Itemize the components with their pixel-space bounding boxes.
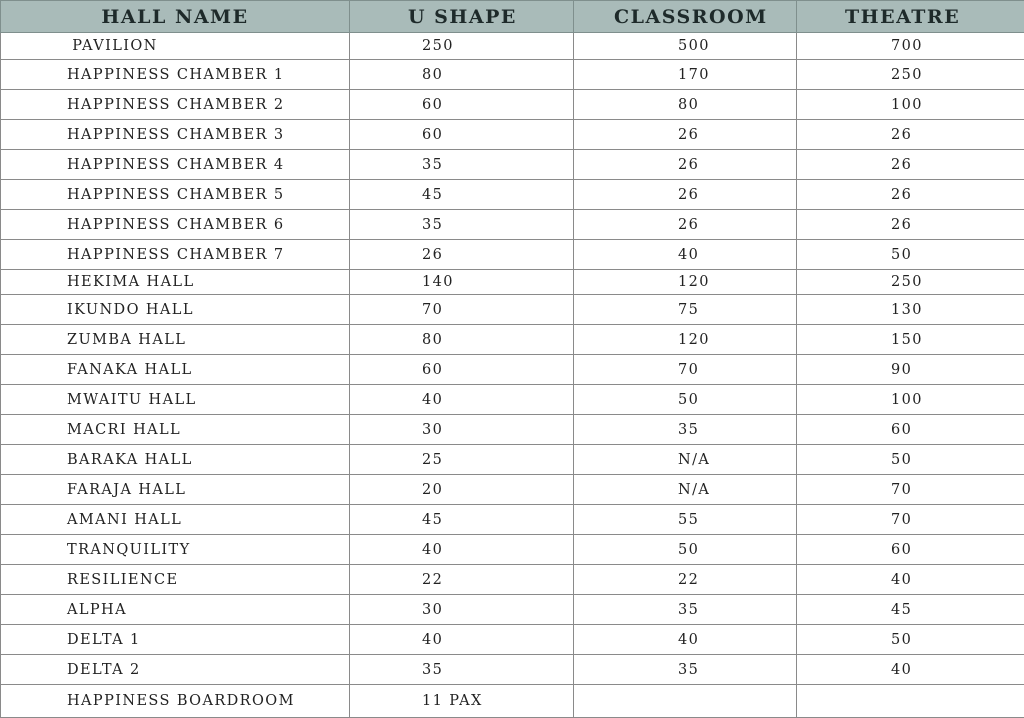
classroom-cell: 75 [574,295,797,325]
table-row [1,210,1024,240]
hall-name-cell: HEKIMA HALL [1,270,350,295]
u-shape-cell: 80 [350,60,574,90]
table-row [1,355,1024,385]
header-row [1,1,1024,33]
u-shape-cell: 30 [350,415,574,445]
hall-name-cell: HAPPINESS BOARDROOM [1,685,350,718]
table-row [1,295,1024,325]
hall-name-cell: RESILIENCE [1,565,350,595]
classroom-cell [574,685,797,718]
table-row [1,33,1024,60]
header-theatre: THEATRE [797,1,1024,33]
hall-name-cell: TRANQUILITY [1,535,350,565]
theatre-cell: 45 [797,595,1024,625]
u-shape-cell: 30 [350,595,574,625]
table-row [1,415,1024,445]
theatre-cell: 26 [797,150,1024,180]
theatre-cell: 26 [797,180,1024,210]
u-shape-cell: 40 [350,385,574,415]
classroom-cell: 35 [574,415,797,445]
hall-name-cell: FANAKA HALL [1,355,350,385]
table-row [1,685,1024,718]
theatre-cell: 50 [797,240,1024,270]
table-row [1,655,1024,685]
classroom-cell: 120 [574,270,797,295]
u-shape-cell: 35 [350,150,574,180]
classroom-cell: 170 [574,60,797,90]
theatre-cell: 40 [797,655,1024,685]
hall-name-cell: MWAITU HALL [1,385,350,415]
classroom-cell: 55 [574,505,797,535]
hall-name-cell: HAPPINESS CHAMBER 5 [1,180,350,210]
hall-name-cell: MACRI HALL [1,415,350,445]
theatre-cell: 250 [797,60,1024,90]
classroom-cell: 26 [574,150,797,180]
classroom-cell: 80 [574,90,797,120]
theatre-cell: 26 [797,210,1024,240]
hall-name-cell: PAVILION [1,33,350,60]
classroom-cell: 22 [574,565,797,595]
u-shape-cell: 45 [350,505,574,535]
u-shape-cell: 60 [350,90,574,120]
u-shape-cell: 45 [350,180,574,210]
table-row [1,180,1024,210]
theatre-cell: 60 [797,415,1024,445]
u-shape-cell: 60 [350,120,574,150]
classroom-cell: 500 [574,33,797,60]
hall-name-cell: ALPHA [1,595,350,625]
u-shape-cell: 40 [350,625,574,655]
theatre-cell: 50 [797,625,1024,655]
theatre-cell: 250 [797,270,1024,295]
hall-name-cell: HAPPINESS CHAMBER 6 [1,210,350,240]
hall-name-cell: AMANI HALL [1,505,350,535]
classroom-cell: 40 [574,625,797,655]
table-row [1,325,1024,355]
hall-name-cell: DELTA 1 [1,625,350,655]
u-shape-cell: 20 [350,475,574,505]
u-shape-cell: 11 PAX [350,685,574,718]
theatre-cell: 70 [797,505,1024,535]
classroom-cell: 26 [574,210,797,240]
theatre-cell: 90 [797,355,1024,385]
theatre-cell: 60 [797,535,1024,565]
table-row [1,445,1024,475]
header-u-shape: U SHAPE [350,1,574,33]
theatre-cell: 40 [797,565,1024,595]
u-shape-cell: 22 [350,565,574,595]
hall-name-cell: HAPPINESS CHAMBER 1 [1,60,350,90]
hall-name-cell: IKUNDO HALL [1,295,350,325]
u-shape-cell: 70 [350,295,574,325]
classroom-cell: 70 [574,355,797,385]
theatre-cell: 700 [797,33,1024,60]
theatre-cell [797,685,1024,718]
hall-name-cell: HAPPINESS CHAMBER 3 [1,120,350,150]
hall-name-cell: BARAKA HALL [1,445,350,475]
u-shape-cell: 250 [350,33,574,60]
table-row [1,385,1024,415]
classroom-cell: 35 [574,655,797,685]
u-shape-cell: 140 [350,270,574,295]
table-body [1,33,1024,718]
table-row [1,475,1024,505]
u-shape-cell: 35 [350,655,574,685]
theatre-cell: 100 [797,90,1024,120]
hall-name-cell: HAPPINESS CHAMBER 4 [1,150,350,180]
table-row [1,270,1024,295]
u-shape-cell: 35 [350,210,574,240]
u-shape-cell: 26 [350,240,574,270]
hall-name-cell: HAPPINESS CHAMBER 7 [1,240,350,270]
classroom-cell: 26 [574,180,797,210]
u-shape-cell: 25 [350,445,574,475]
classroom-cell: 50 [574,535,797,565]
classroom-cell: 35 [574,595,797,625]
table-row [1,120,1024,150]
hall-name-cell: HAPPINESS CHAMBER 2 [1,90,350,120]
theatre-cell: 70 [797,475,1024,505]
table-row [1,535,1024,565]
table-row [1,625,1024,655]
classroom-cell: 40 [574,240,797,270]
header-classroom: CLASSROOM [574,1,797,33]
hall-name-cell: DELTA 2 [1,655,350,685]
classroom-cell: 26 [574,120,797,150]
table-row [1,505,1024,535]
theatre-cell: 130 [797,295,1024,325]
table-row [1,595,1024,625]
table-row [1,565,1024,595]
u-shape-cell: 60 [350,355,574,385]
table-row [1,60,1024,90]
table-row [1,150,1024,180]
theatre-cell: 100 [797,385,1024,415]
hall-name-cell: ZUMBA HALL [1,325,350,355]
classroom-cell: N/A [574,445,797,475]
table-row [1,90,1024,120]
theatre-cell: 26 [797,120,1024,150]
classroom-cell: N/A [574,475,797,505]
classroom-cell: 120 [574,325,797,355]
theatre-cell: 50 [797,445,1024,475]
table-row [1,240,1024,270]
header-hall-name: HALL NAME [1,1,350,33]
theatre-cell: 150 [797,325,1024,355]
u-shape-cell: 40 [350,535,574,565]
hall-name-cell: FARAJA HALL [1,475,350,505]
u-shape-cell: 80 [350,325,574,355]
classroom-cell: 50 [574,385,797,415]
